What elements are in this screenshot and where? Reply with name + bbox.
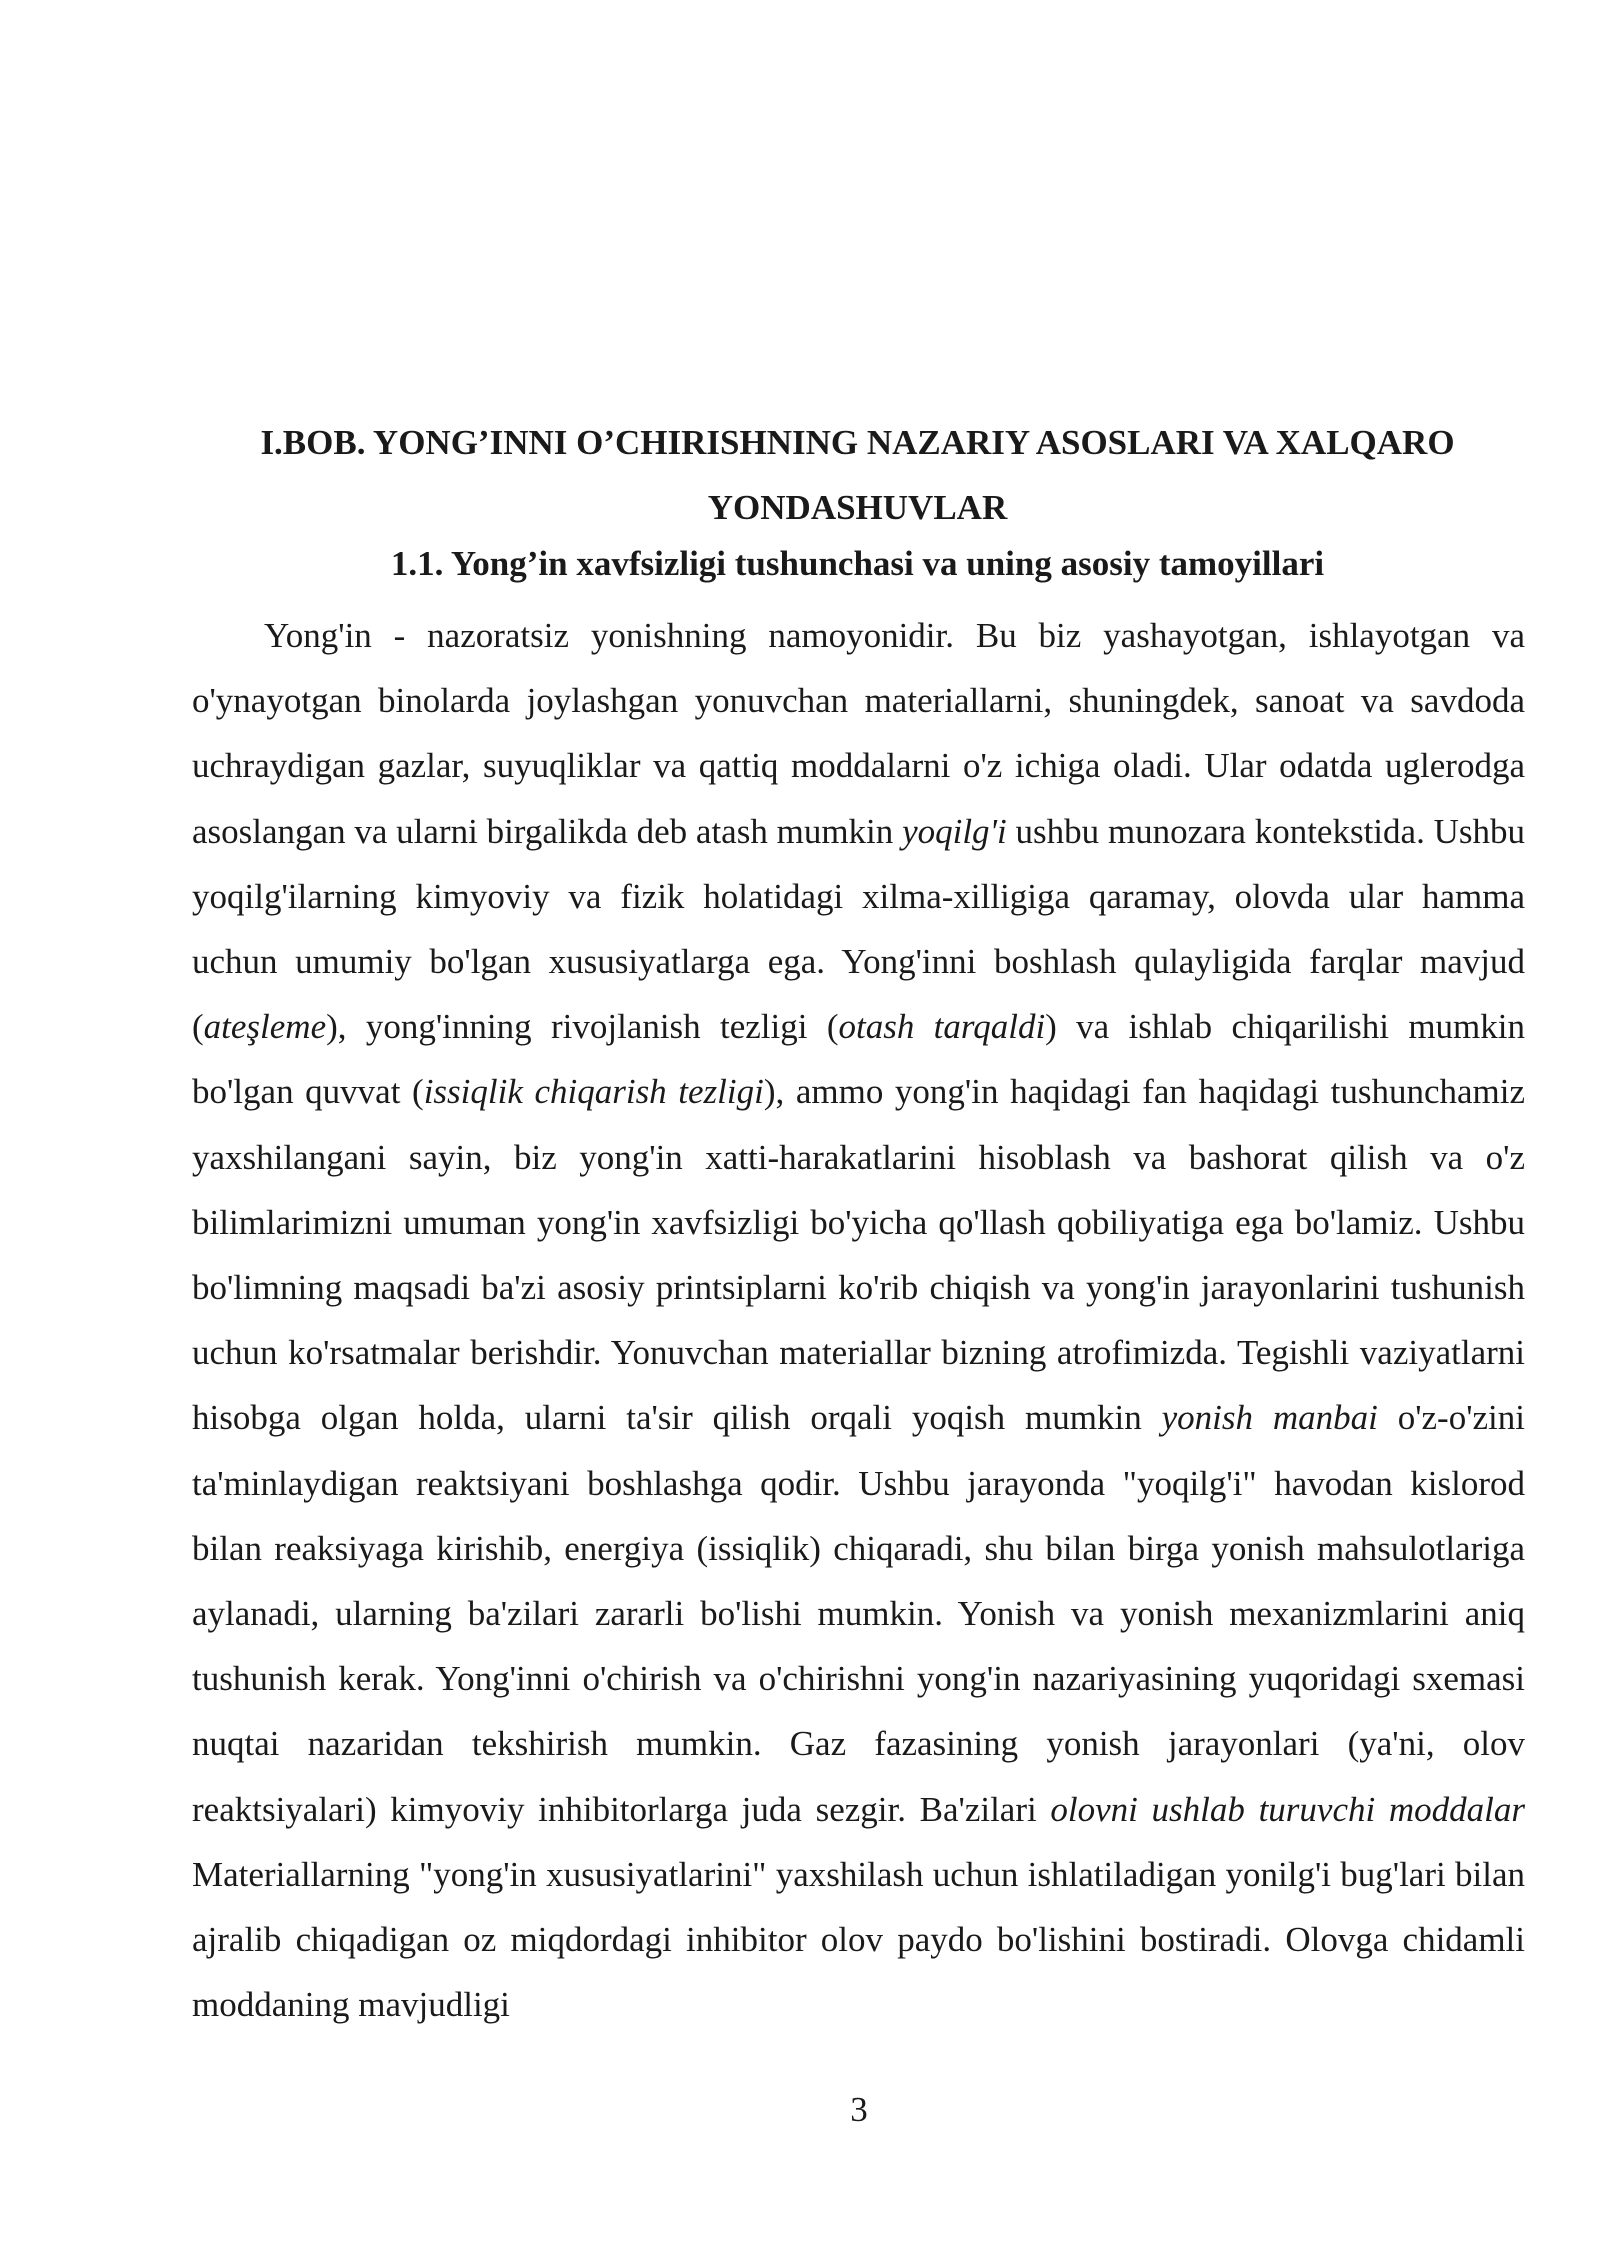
paragraph-text-7: Materiallarning "yong'in xususiyatlarini" yaxshilash uchun ishlatiladigan yonilg'i bug'lari bilan ajralib chiqadigan oz miqdordagi inhibitor olov paydo bo'lishini bostiradi. Olovga chidamli moddaning mavjudligi [192,1854,1525,2025]
italic-term-heat-release-rate: issiqlik chiqarish tezligi [423,1072,764,1112]
paragraph-text-2: ushbu munozara kontekstida. Ushbu yoqilg'ilarning kimyoviy va fizik holatidagi xilma-xilligiga qaramay, olovda ular hamma uchun umumiy bo'lgan xususiyatlarga ega. Yong'inni boshlash qulayligida farqlar mavjud ( [192,811,1525,1047]
italic-term-fuel: yoqilg'i [902,811,1007,851]
italic-term-ignition: ateşleme [203,1007,327,1047]
body-paragraph [192,603,1525,2037]
italic-term-flame-retardants: olovni ushlab turuvchi moddalar [1050,1789,1525,1829]
paragraph-text-5: ), ammo yong'in haqidagi fan haqidagi tushunchamiz yaxshilangani sayin, biz yong'in xatti-harakatlarini hisoblash va bashorat qilish va o'z bilimlarimizni umuman yong'in xavfsizligi bo'yicha qo'llash qobiliyatiga ega bo'lamiz. Ushbu bo'limning maqsadi ba'zi asosiy printsiplarni ko'rib chiqish va yong'in jarayonlarini tushunish uchun ko'rsatmalar berishdir. Yonuvchan materiallar bizning atrofimizda. Tegishli vaziyatlarni hisobga olgan holda, ularni ta'sir qilish orqali yoqish mumkin [192,1072,1525,1438]
paragraph-text-1: Yong'in - nazoratsiz yonishning namoyonidir. Bu biz yashayotgan, ishlayotgan va o'ynayotgan binolarda joylashgan yonuvchan materiallarni, shuningdek, sanoat va savdoda uchraydigan gazlar, suyuqliklar va qattiq moddalarni o'z ichiga oladi. Ular odatda uglerodga asoslangan va ularni birgalikda deb atash mumkin [192,616,1525,851]
paragraph-text-3: ), yong'inning rivojlanish tezligi ( [326,1007,839,1047]
paragraph-text-4: ) va ishlab chiqarilishi mumkin bo'lgan quvvat ( [192,1007,1525,1112]
section-title: 1.1. Yong’in xavfsizligi tushunchasi va uning asosiy tamoyillari [390,544,1325,583]
paragraph-text-6: o'z-o'zini ta'minlaydigan reaktsiyani boshlashga qodir. Ushbu jarayonda "yoqilg'i" havodan kislorod bilan reaksiyaga kirishib, energiya (issiqlik) chiqaradi, shu bilan birga yonish mahsulotlariga aylanadi, ularning ba'zilari zararli bo'lishi mumkin. Yonish va yonish mexanizmlarini aniq tushunish kerak. Yong'inni o'chirish va o'chirishni yong'in nazariyasining yuqoridagi sxemasi nuqtai nazaridan tekshirish mumkin. Gaz fazasining yonish jarayonlari (ya'ni, olov reaktsiyalari) kimyoviy inhibitorlarga juda sezgir. Ba'zilari [192,1398,1526,1829]
chapter-title-line-2: YONDASHUVLAR [707,488,1008,527]
page-number: 3 [850,2090,868,2129]
chapter-title-line-1: I.BOB. YONG’INNI O’CHIRISHNING NAZARIY ASOSLARI VA XALQARO [260,423,1455,462]
chapter-title [190,410,1525,540]
italic-term-ignition-source: yonish manbai [1161,1398,1378,1438]
italic-term-fire-spread: otash tarqaldi [838,1007,1046,1047]
